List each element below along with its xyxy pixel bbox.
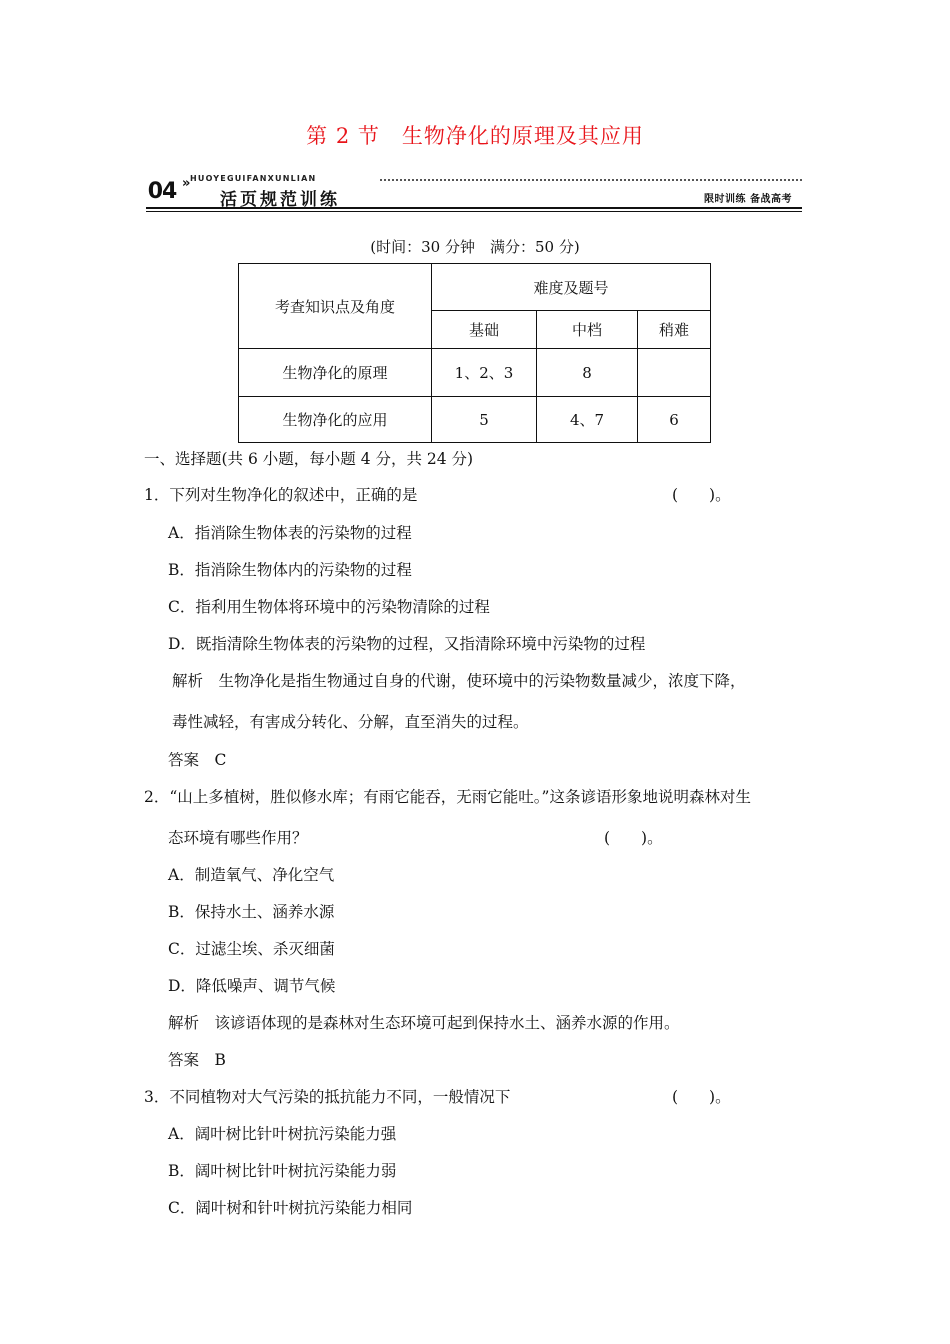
table-header-basic: 基础 xyxy=(432,311,537,349)
table-row xyxy=(239,349,711,397)
table-cell-hard: 6 xyxy=(638,397,711,443)
question-3-option-c: C．阔叶树和针叶树抗污染能力相同 xyxy=(168,1199,413,1217)
banner-rule xyxy=(146,207,802,209)
question-3-option-a: A．阔叶树比针叶树抗污染能力强 xyxy=(168,1125,397,1143)
question-2-answer: 答案 B xyxy=(168,1051,226,1069)
question-1-analysis: 解析 生物净化是指生物通过自身的代谢，使环境中的污染物数量减少，浓度下降， xyxy=(172,672,746,690)
banner-label: 活页规范训练 xyxy=(220,190,340,210)
question-1-option-b: B．指消除生物体内的污染物的过程 xyxy=(168,561,412,579)
table-cell-basic: 5 xyxy=(432,397,537,443)
question-1-option-d: D．既指清除生物体表的污染物的过程，又指清除环境中污染物的过程 xyxy=(168,635,646,653)
question-1-answer: 答案 C xyxy=(168,751,227,769)
table-cell-hard xyxy=(638,349,711,397)
question-2-option-c: C．过滤尘埃、杀灭细菌 xyxy=(168,940,335,958)
table-group-header: 难度及题号 xyxy=(432,264,711,311)
page-title: 第 2 节 生物净化的原理及其应用 xyxy=(306,124,644,148)
table-row xyxy=(239,397,711,443)
table-cell-medium: 8 xyxy=(537,349,638,397)
question-1-option-a: A．指消除生物体表的污染物的过程 xyxy=(168,524,412,542)
banner-rule-thin xyxy=(146,211,802,212)
question-2-blank: ( )。 xyxy=(604,829,663,847)
question-2-stem: 2．“山上多植树，胜似修水库；有雨它能吞，无雨它能吐。”这条谚语形象地说明森林对生 xyxy=(144,788,751,806)
section-banner xyxy=(146,174,802,214)
question-2-analysis: 解析 该谚语体现的是森林对生态环境可起到保持水土、涵养水源的作用。 xyxy=(168,1014,680,1032)
time-score-info: (时间：30 分钟 满分：50 分) xyxy=(370,238,580,256)
section-heading: 一、选择题(共 6 小题，每小题 4 分，共 24 分) xyxy=(144,450,474,468)
question-2-stem-cont: 态环境有哪些作用？ xyxy=(168,829,308,847)
table-header-medium: 中档 xyxy=(537,311,638,349)
question-3-stem: 3．不同植物对大气污染的抵抗能力不同，一般情况下 xyxy=(144,1088,511,1106)
table-header-hard: 稍难 xyxy=(638,311,711,349)
knowledge-difficulty-table xyxy=(238,263,711,443)
banner-number: 04 xyxy=(147,179,177,204)
question-3-option-b: B．阔叶树比针叶树抗污染能力弱 xyxy=(168,1162,397,1180)
banner-right-tag: 限时训练 备战高考 xyxy=(704,194,792,205)
banner-pinyin: HUOYEGUIFANXUNLIAN xyxy=(190,174,317,183)
chevron-right-icon: » xyxy=(182,176,191,191)
table-cell-topic: 生物净化的应用 xyxy=(239,397,432,443)
table-cell-topic: 生物净化的原理 xyxy=(239,349,432,397)
table-corner-header: 考查知识点及角度 xyxy=(239,264,432,349)
question-3-blank: ( )。 xyxy=(672,1088,731,1106)
question-1-blank: ( )。 xyxy=(672,486,731,504)
question-1-analysis-cont: 毒性减轻，有害成分转化、分解，直至消失的过程。 xyxy=(172,713,529,731)
question-1-stem: 1．下列对生物净化的叙述中，正确的是 xyxy=(144,486,418,504)
question-2-option-b: B．保持水土、涵养水源 xyxy=(168,903,335,921)
question-2-option-d: D．降低噪声、调节气候 xyxy=(168,977,336,995)
banner-dotted-rule xyxy=(380,179,802,181)
question-2-option-a: A．制造氧气、净化空气 xyxy=(168,866,335,884)
table-cell-basic: 1、2、3 xyxy=(432,349,537,397)
table-cell-medium: 4、7 xyxy=(537,397,638,443)
question-1-option-c: C．指利用生物体将环境中的污染物清除的过程 xyxy=(168,598,490,616)
